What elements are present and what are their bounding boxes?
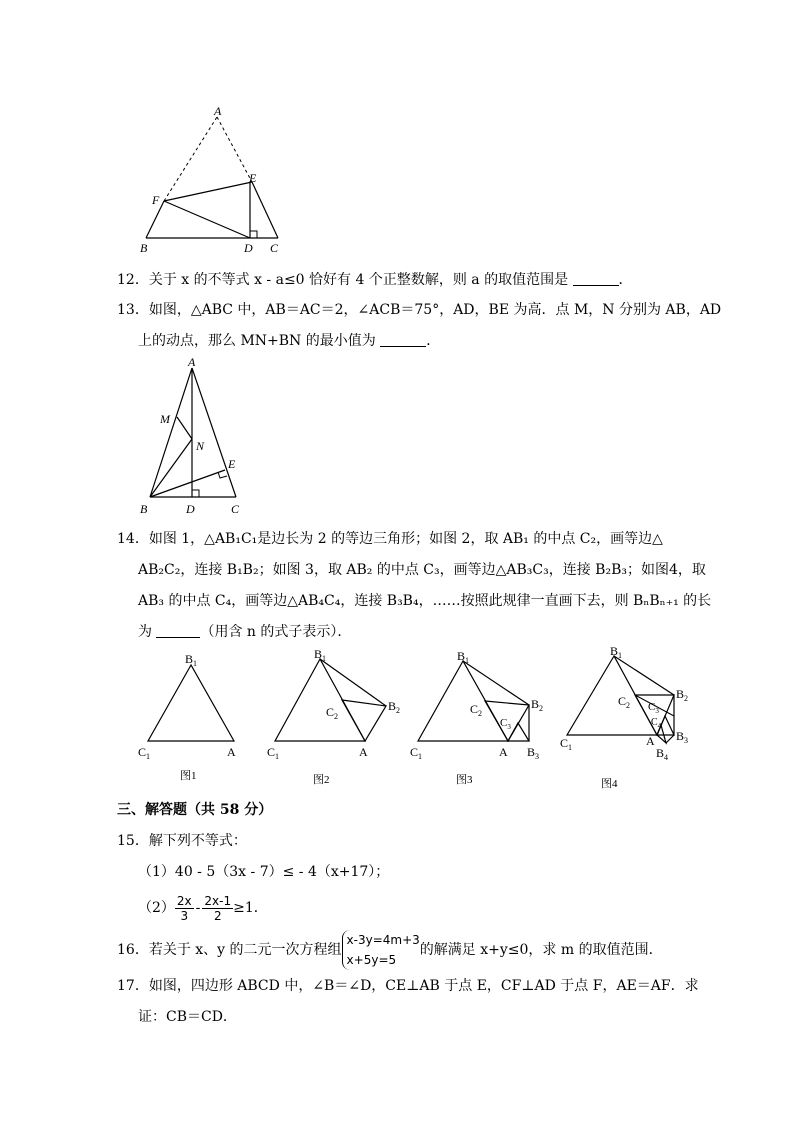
figure-isosceles-heights: [130, 355, 250, 520]
figure-2: [267, 647, 400, 786]
question-14-line4-post: （用含 n 的式子表示）．: [200, 624, 352, 640]
question-15-part2: [138, 892, 268, 924]
segment-b1b2: [614, 656, 674, 695]
question-14-line3: AB₃ 的中点 C₄，画等边△AB₄C₄，连接 B₃B₄，……按照此规律一直画下去，则 BₙBₙ₊₁ 的长: [138, 593, 712, 609]
fraction-numerator: 2x: [176, 893, 192, 908]
question-15-text: 解下列不等式：: [148, 833, 247, 849]
equation-2: x+5y=5: [346, 953, 397, 967]
segment-ec: [252, 182, 278, 238]
segment-fe: [164, 182, 252, 201]
label-b3: $B_3$: [527, 745, 540, 761]
label-a: A: [188, 355, 196, 369]
segment-b1b2: [463, 661, 529, 705]
triangle-ab1c1: [418, 661, 508, 741]
right-angle-mark-e: [218, 472, 227, 478]
label-c: C: [270, 241, 279, 255]
label-b1: $B_1$: [314, 647, 327, 663]
label-m: M: [160, 412, 170, 426]
segment-fd: [164, 201, 250, 238]
label-e: E: [249, 171, 257, 185]
fraction-2x-over-3: [175, 894, 194, 923]
label-b2: $B_2$: [388, 699, 401, 715]
label-c3: $C_3$: [500, 717, 511, 731]
label-b: B: [140, 241, 148, 255]
triangle-ab1c1: [275, 659, 365, 741]
fraction-2x-1-over-2: [202, 894, 233, 923]
label-b2: $B_2$: [531, 697, 544, 713]
label-c4: $C_4$: [651, 717, 662, 730]
question-17-line2-row: 证：CB＝CD．: [138, 1009, 237, 1025]
triangle-ab1c1: [148, 665, 234, 741]
caption-fig3: 图3: [456, 774, 473, 786]
answer-blank-14[interactable]: [156, 623, 200, 638]
label-c2: $C_2$: [470, 702, 483, 718]
label-b: B: [140, 502, 148, 516]
caption-fig1: 图1: [180, 770, 197, 782]
question-14-line2: AB₂C₂，连接 B₁B₂；如图 3，取 AB₂ 的中点 C₃，画等边△AB₃C₃，连接 B₂B₃；如图4，取: [138, 562, 706, 578]
label-a: A: [499, 745, 508, 759]
question-17-number: 17．: [117, 978, 149, 994]
fraction-denominator: 2: [213, 908, 222, 923]
label-a: A: [227, 745, 236, 759]
question-17-line1: 如图，四边形 ABCD 中，∠B＝∠D，CE⊥AB 于点 E，CF⊥AD 于点 F，AE＝AF．求: [148, 978, 699, 994]
right-angle-mark: [250, 231, 257, 238]
dashed-line-fa: [164, 117, 217, 201]
figure-3: [410, 649, 543, 786]
label-c1: $C_1$: [138, 745, 151, 761]
label-c3: $C_3$: [648, 701, 659, 715]
part2-label: （2）: [138, 900, 175, 916]
question-13: [117, 300, 721, 320]
section-heading: 三、解答题（共 58 分）: [117, 802, 273, 818]
label-c1: $C_1$: [267, 745, 280, 761]
question-13-end: ．: [426, 333, 441, 349]
label-a: A: [359, 745, 368, 759]
question-15: [117, 831, 247, 851]
label-b1: $B_1$: [457, 649, 470, 665]
label-c: C: [231, 502, 240, 516]
fraction-denominator: 3: [180, 908, 189, 923]
label-c1: $C_1$: [410, 745, 423, 761]
question-12-text: 关于 x 的不等式 x - a≤0 恰好有 4 个正整数解，则 a 的取值范围是: [148, 272, 569, 288]
side-ab: [150, 368, 192, 497]
figure-1: [138, 652, 236, 782]
figure-triangle-fold: [130, 100, 290, 255]
question-14: [117, 529, 663, 549]
label-b4: $B_4$: [656, 746, 669, 762]
side-ac: [192, 368, 236, 497]
question-13-line1: 如图，△ABC 中，AB＝AC＝2，∠ACB＝75°，AD，BE 为高．点 M，N 分别为 AB，AD: [148, 302, 722, 318]
figure-4: [560, 645, 688, 790]
segment-mn: [177, 417, 192, 439]
question-14-line1: 如图 1，△AB₁C₁是边长为 2 的等边三角形；如图 2，取 AB₁ 的中点 C₂，画等边△: [148, 531, 663, 547]
label-e: E: [228, 457, 236, 471]
right-angle-mark-d: [192, 490, 199, 497]
question-14-number: 14．: [117, 531, 149, 547]
question-15-number: 15．: [117, 833, 149, 849]
label-b1: $B_1$: [185, 652, 198, 668]
label-b2: $B_2$: [676, 687, 689, 703]
label-a: A: [214, 104, 222, 118]
label-c2: $C_2$: [618, 694, 631, 710]
dashed-line-ae: [217, 117, 252, 182]
question-12-end: ．: [618, 272, 633, 288]
question-16: [117, 928, 663, 972]
caption-fig4: 图4: [601, 778, 618, 790]
label-n: N: [196, 439, 205, 453]
segment-bn: [150, 439, 192, 497]
equation-1: x-3y=4m+3: [346, 933, 420, 947]
minus-sign: -: [195, 900, 201, 916]
label-d: D: [244, 241, 253, 255]
answer-blank-12[interactable]: [573, 271, 619, 286]
question-15-part1: （1）40 - 5（3x - 7）≤ - 4（x+17）；: [138, 864, 390, 880]
part2-inequality-end: ≥1．: [233, 900, 268, 916]
triangle-ab2c2: [342, 700, 386, 741]
question-13-number: 13．: [117, 302, 149, 318]
label-a: A: [646, 734, 655, 748]
segment-b3b4: [666, 735, 674, 743]
equation-system: [342, 930, 420, 970]
label-d: D: [186, 502, 195, 516]
question-16-post: 的解满足 x+y≤0，求 m 的取值范围．: [419, 942, 663, 958]
label-b1: $B_1$: [610, 645, 623, 660]
question-13-cont: [138, 331, 440, 351]
triangle-ab3c3: [508, 723, 529, 741]
question-16-number: 16．: [117, 942, 149, 958]
question-14-line4-pre: 为: [138, 624, 152, 640]
label-b3: $B_3$: [676, 729, 689, 745]
question-16-pre: 若关于 x、y 的二元一次方程组: [148, 942, 342, 958]
question-17: [117, 976, 699, 996]
height-be: [150, 470, 225, 497]
question-14-line4-row: [138, 622, 351, 642]
question-14-line2-row: [138, 560, 706, 580]
segment-b1b2: [320, 659, 386, 706]
figures-equilateral-sequence: [130, 645, 710, 795]
answer-blank-13[interactable]: [380, 332, 426, 347]
question-12: [117, 270, 633, 290]
label-f: F: [152, 193, 160, 207]
question-12-number: 12．: [117, 272, 149, 288]
question-14-line3-row: [138, 591, 711, 611]
caption-fig2: 图2: [313, 774, 330, 786]
fraction-numerator: 2x-1: [204, 893, 232, 908]
label-c1: $C_1$: [560, 736, 573, 752]
label-c2: $C_2$: [326, 705, 339, 721]
question-13-line2: 上的动点，那么 MN+BN 的最小值为: [138, 333, 376, 349]
